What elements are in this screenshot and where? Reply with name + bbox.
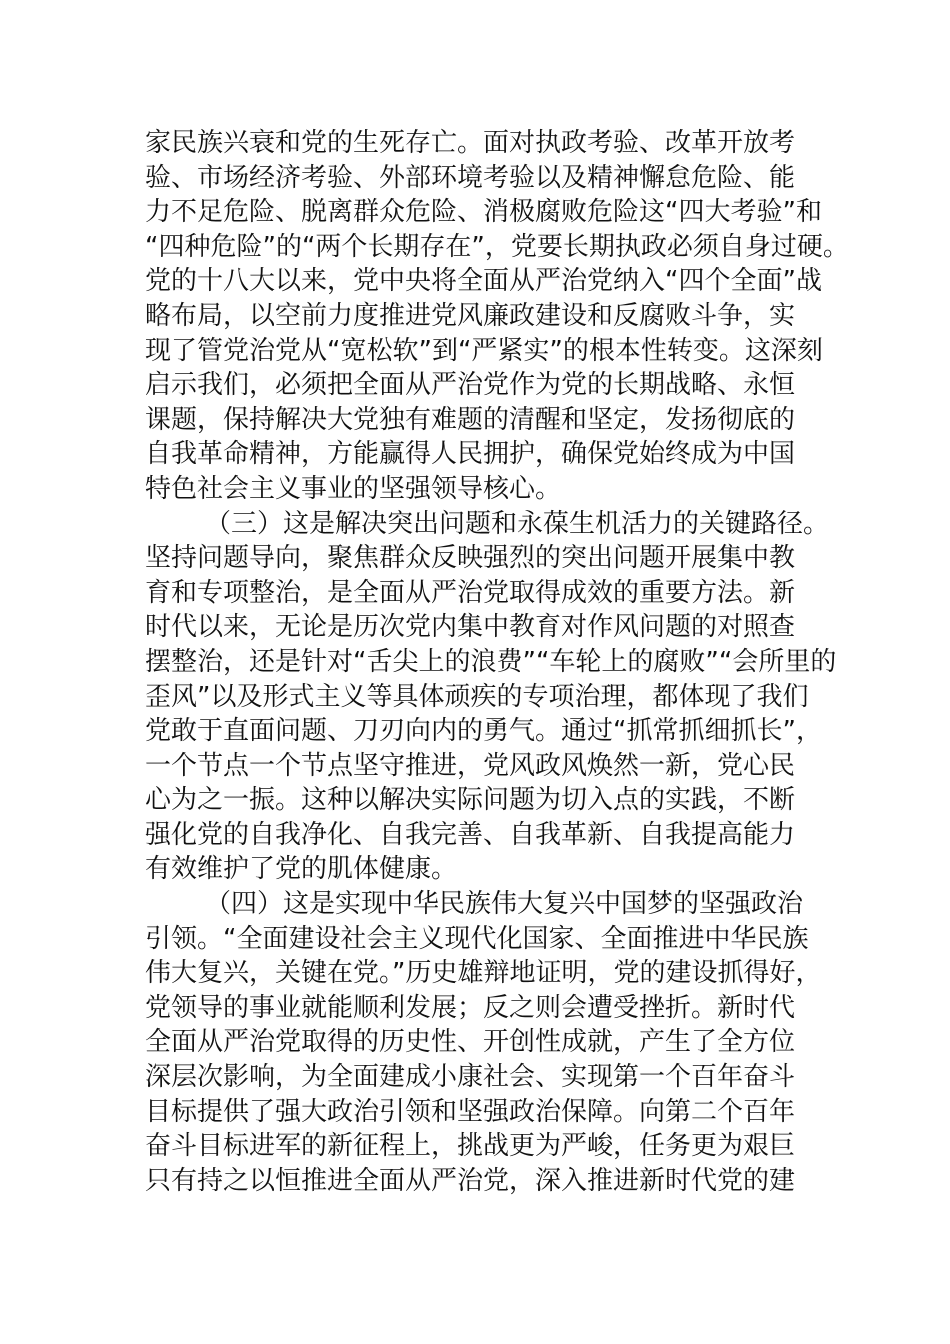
text-line: 党敢于直面问题、刀刃向内的勇气。通过“抓常抓细抓长”， [145, 716, 822, 747]
text-line: 心为之一振。这种以解决实际问题为切入点的实践，不断 [145, 785, 796, 816]
text-line: 一个节点一个节点坚守推进，党风政风焕然一新，党心民 [145, 750, 796, 781]
section-heading-three: （三）这是解决突出问题和永葆生机活力的关键路径。 [205, 508, 830, 539]
text-line: 启示我们，必须把全面从严治党作为党的长期战略、永恒 [145, 370, 796, 401]
text-line: 自我革命精神，方能赢得人民拥护，确保党始终成为中国 [145, 439, 796, 470]
text-line: 党领导的事业就能顺利发展；反之则会遭受挫折。新时代 [145, 992, 796, 1023]
text-line: 伟大复兴，关键在党。”历史雄辩地证明，党的建设抓得好， [145, 958, 822, 989]
text-line: 摆整治，还是针对“舌尖上的浪费”“车轮上的腐败”“会所里的 [145, 646, 837, 677]
text-line: 全面从严治党取得的历史性、开创性成就，产生了全方位 [145, 1027, 796, 1058]
text-line: 育和专项整治，是全面从严治党取得成效的重要方法。新 [145, 577, 796, 608]
text-line: 略布局，以空前力度推进党风廉政建设和反腐败斗争，实 [145, 300, 796, 331]
paragraph-section-three [145, 507, 845, 888]
text-line: 引领。“全面建设社会主义现代化国家、全面推进中华民族 [145, 923, 809, 954]
text-line: 家民族兴衰和党的生死存亡。面对执政考验、改革开放考 [145, 128, 796, 158]
text-line: 党的十八大以来，党中央将全面从严治党纳入“四个全面”战 [145, 266, 822, 297]
text-line: 只有持之以恒推进全面从严治党，深入推进新时代党的建 [145, 1165, 796, 1196]
document-body [145, 126, 849, 1198]
text-line: 特色社会主义事业的坚强领导核心。 [145, 473, 562, 504]
paragraph-section-four [145, 887, 845, 1198]
text-line: 歪风”以及形式主义等具体顽疾的专项治理，都体现了我们 [145, 681, 809, 712]
text-line: “四种危险”的“两个长期存在”，党要长期执政必须自身过硬。 [145, 231, 849, 262]
text-line: 课题，保持解决大党独有难题的清醒和坚定，发扬彻底的 [145, 404, 796, 435]
text-line: 现了管党治党从“宽松软”到“严紧实”的根本性转变。这深刻 [145, 335, 823, 366]
text-line: 奋斗目标进军的新征程上，挑战更为严峻，任务更为艰巨 [145, 1131, 796, 1162]
text-line: 强化党的自我净化、自我完善、自我革新、自我提高能力 [145, 819, 796, 850]
text-line: 时代以来，无论是历次党内集中教育对作风问题的对照查 [145, 612, 796, 643]
text-line: 有效维护了党的肌体健康。 [145, 854, 458, 885]
paragraph-continued [145, 126, 849, 507]
text-line: 目标提供了强大政治引领和坚强政治保障。向第二个百年 [145, 1096, 796, 1127]
text-line: 深层次影响，为全面建成小康社会、实现第一个百年奋斗 [145, 1062, 796, 1093]
text-line: 力不足危险、脱离群众危险、消极腐败危险这“四大考验”和 [145, 197, 822, 228]
text-line: 坚持问题导向，聚焦群众反映强烈的突出问题开展集中教 [145, 543, 796, 574]
text-line: 验、市场经济考验、外部环境考验以及精神懈怠危险、能 [145, 162, 796, 193]
section-heading-four: （四）这是实现中华民族伟大复兴中国梦的坚强政治 [205, 889, 804, 920]
